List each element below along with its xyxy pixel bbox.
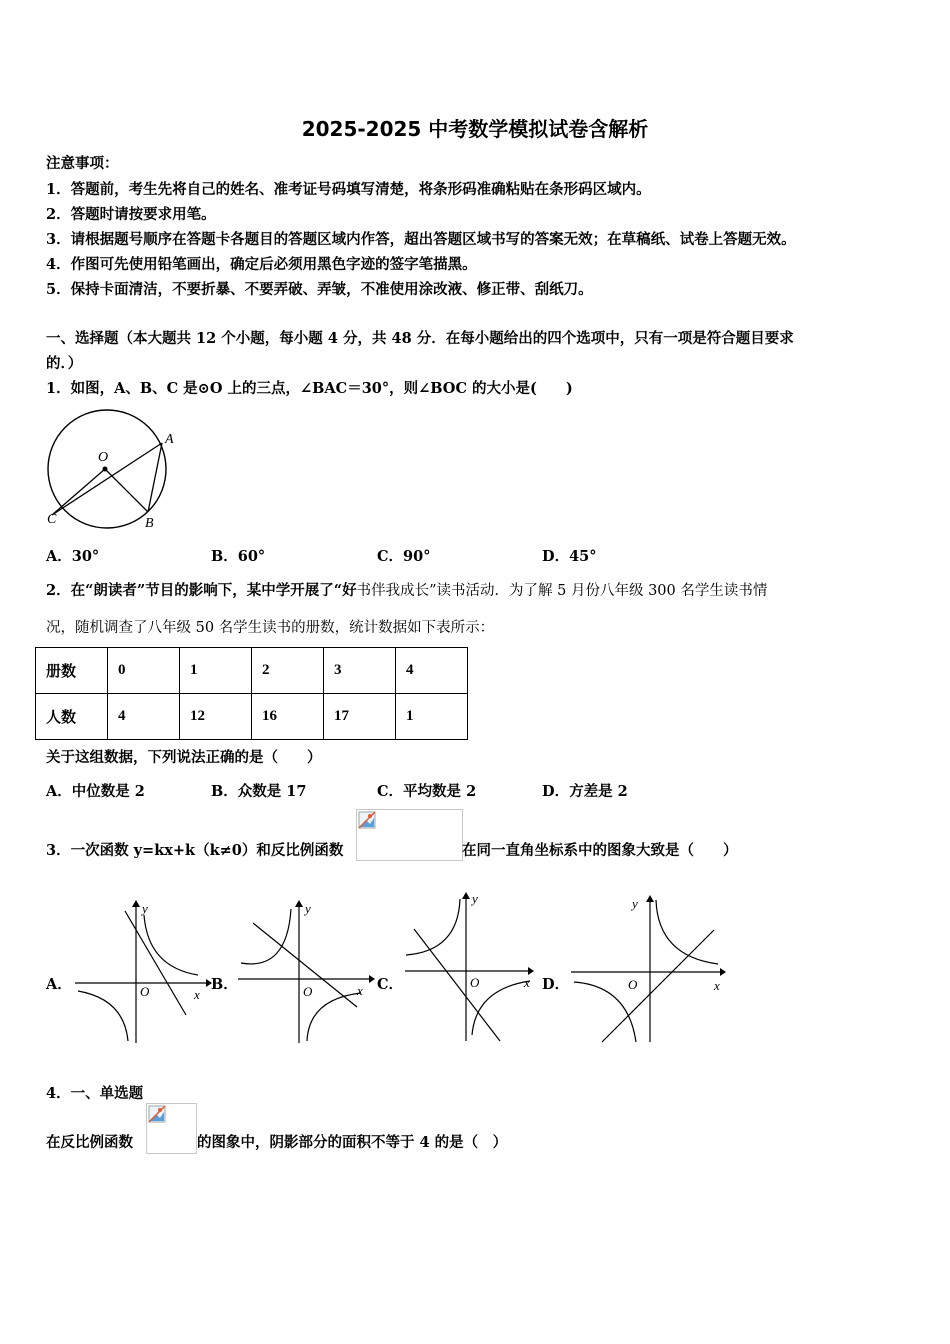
- q1-option-c[interactable]: C．90°: [377, 548, 431, 565]
- table-cell: 17: [324, 694, 396, 740]
- q4-heading: 4．一、单选题: [46, 1085, 144, 1102]
- label-c: C: [47, 512, 57, 527]
- q2-stem-line1: [46, 579, 767, 600]
- svg-text:x: x: [524, 975, 530, 990]
- label-o: O: [98, 450, 109, 465]
- q3-graph-c[interactable]: [400, 885, 542, 1045]
- q2-stem-bold: 2．在“朗读者”节目的影响下，某中学开展了“好: [46, 582, 357, 599]
- notice-item: 1．答题前，考生先将自己的姓名、准考证号码填写清楚，将条形码准确粘贴在条形码区域内。: [46, 181, 651, 198]
- table-cell: 人数: [36, 694, 108, 740]
- table-cell: 16: [252, 694, 324, 740]
- table-cell: 4: [108, 694, 180, 740]
- broken-image-icon: [358, 811, 376, 829]
- notice-item: 5．保持卡面清洁，不要折暴、不要弄破、弄皱，不准使用涂改液、修正带、刮纸刀。: [46, 281, 593, 298]
- table-cell: 12: [180, 694, 252, 740]
- q1-option-b[interactable]: B．60°: [211, 548, 266, 565]
- svg-text:O: O: [303, 984, 313, 999]
- q1-stem: 1．如图，A、B、C 是⊙O 上的三点，∠BAC＝30°，则∠BOC 的大小是( ): [46, 380, 573, 397]
- svg-text:y: y: [142, 901, 148, 916]
- table-row: [36, 694, 468, 740]
- formula-image-placeholder: [146, 1103, 197, 1154]
- q4-stem-after: 的图象中，阴影部分的面积不等于 4 的是（ ）: [197, 1134, 508, 1151]
- formula-image-placeholder: [356, 809, 463, 861]
- section-heading: 一、选择题（本大题共 12 个小题，每小题 4 分，共 48 分．在每小题给出的四个选项中，只有一项是符合题目要求: [46, 330, 794, 347]
- q2-question: 关于这组数据，下列说法正确的是（ ）: [46, 749, 322, 766]
- section-heading-cont: 的．）: [46, 355, 83, 372]
- svg-text:x: x: [357, 983, 363, 998]
- svg-text:O: O: [628, 977, 638, 992]
- page-title: 2025-2025 中考数学模拟试卷含解析: [301, 117, 649, 141]
- q2-option-a[interactable]: A．中位数是 2: [46, 783, 145, 800]
- notice-item: 2．答题时请按要求用笔。: [46, 206, 216, 223]
- q3-graph-b[interactable]: [233, 895, 375, 1045]
- notice-heading: 注意事项：: [46, 155, 119, 172]
- table-cell: 0: [108, 648, 180, 694]
- q3-option-d-label[interactable]: D．: [542, 976, 570, 993]
- q2-option-b[interactable]: B．众数是 17: [211, 783, 307, 800]
- svg-text:O: O: [140, 984, 150, 999]
- q3-option-c-label[interactable]: C．: [377, 976, 404, 993]
- table-cell: 1: [396, 694, 468, 740]
- table-cell: 4: [396, 648, 468, 694]
- label-a: A: [165, 432, 174, 447]
- q2-data-table: [35, 647, 468, 740]
- q1-option-a[interactable]: A．30°: [46, 548, 100, 565]
- svg-text:y: y: [632, 896, 638, 911]
- q2-stem-line2: 况，随机调查了八年级 50 名学生读书的册数，统计数据如下表所示：: [46, 620, 495, 636]
- q3-stem-before: 3．一次函数 y=kx+k（k≠0）和反比例函数: [46, 842, 344, 859]
- table-cell: 1: [180, 648, 252, 694]
- table-cell: 册数: [36, 648, 108, 694]
- svg-text:O: O: [470, 975, 480, 990]
- q3-option-a-label[interactable]: A．: [46, 976, 72, 993]
- q1-option-d[interactable]: D．45°: [542, 548, 597, 565]
- broken-image-icon: [148, 1105, 166, 1123]
- q2-option-c[interactable]: C．平均数是 2: [377, 783, 477, 800]
- svg-text:y: y: [472, 891, 478, 906]
- q2-stem-rest: 书伴我成长”读书活动．为了解 5 月份八年级 300 名学生读书情: [356, 583, 768, 599]
- q3-stem-after: 在同一直角坐标系中的图象大致是（ ）: [462, 842, 738, 859]
- label-b: B: [145, 516, 154, 531]
- svg-text:y: y: [305, 901, 311, 916]
- notice-item: 3．请根据题号顺序在答题卡各题目的答题区域内作答，超出答题区域书写的答案无效；在草稿纸、试卷上答题无效。: [46, 231, 796, 248]
- notice-item: 4．作图可先使用铅笔画出，确定后必须用黑色字迹的签字笔描黑。: [46, 256, 477, 273]
- svg-text:x: x: [194, 987, 200, 1002]
- q4-stem-before: 在反比例函数: [46, 1134, 133, 1151]
- q3-graph-d[interactable]: [566, 890, 728, 1045]
- q3-graph-a[interactable]: [70, 895, 212, 1045]
- table-cell: 3: [324, 648, 396, 694]
- q1-circle-figure: [44, 405, 176, 531]
- q2-option-d[interactable]: D．方差是 2: [542, 783, 628, 800]
- svg-text:x: x: [714, 978, 720, 993]
- q3-option-b-label[interactable]: B．: [211, 976, 238, 993]
- table-row: [36, 648, 468, 694]
- table-cell: 2: [252, 648, 324, 694]
